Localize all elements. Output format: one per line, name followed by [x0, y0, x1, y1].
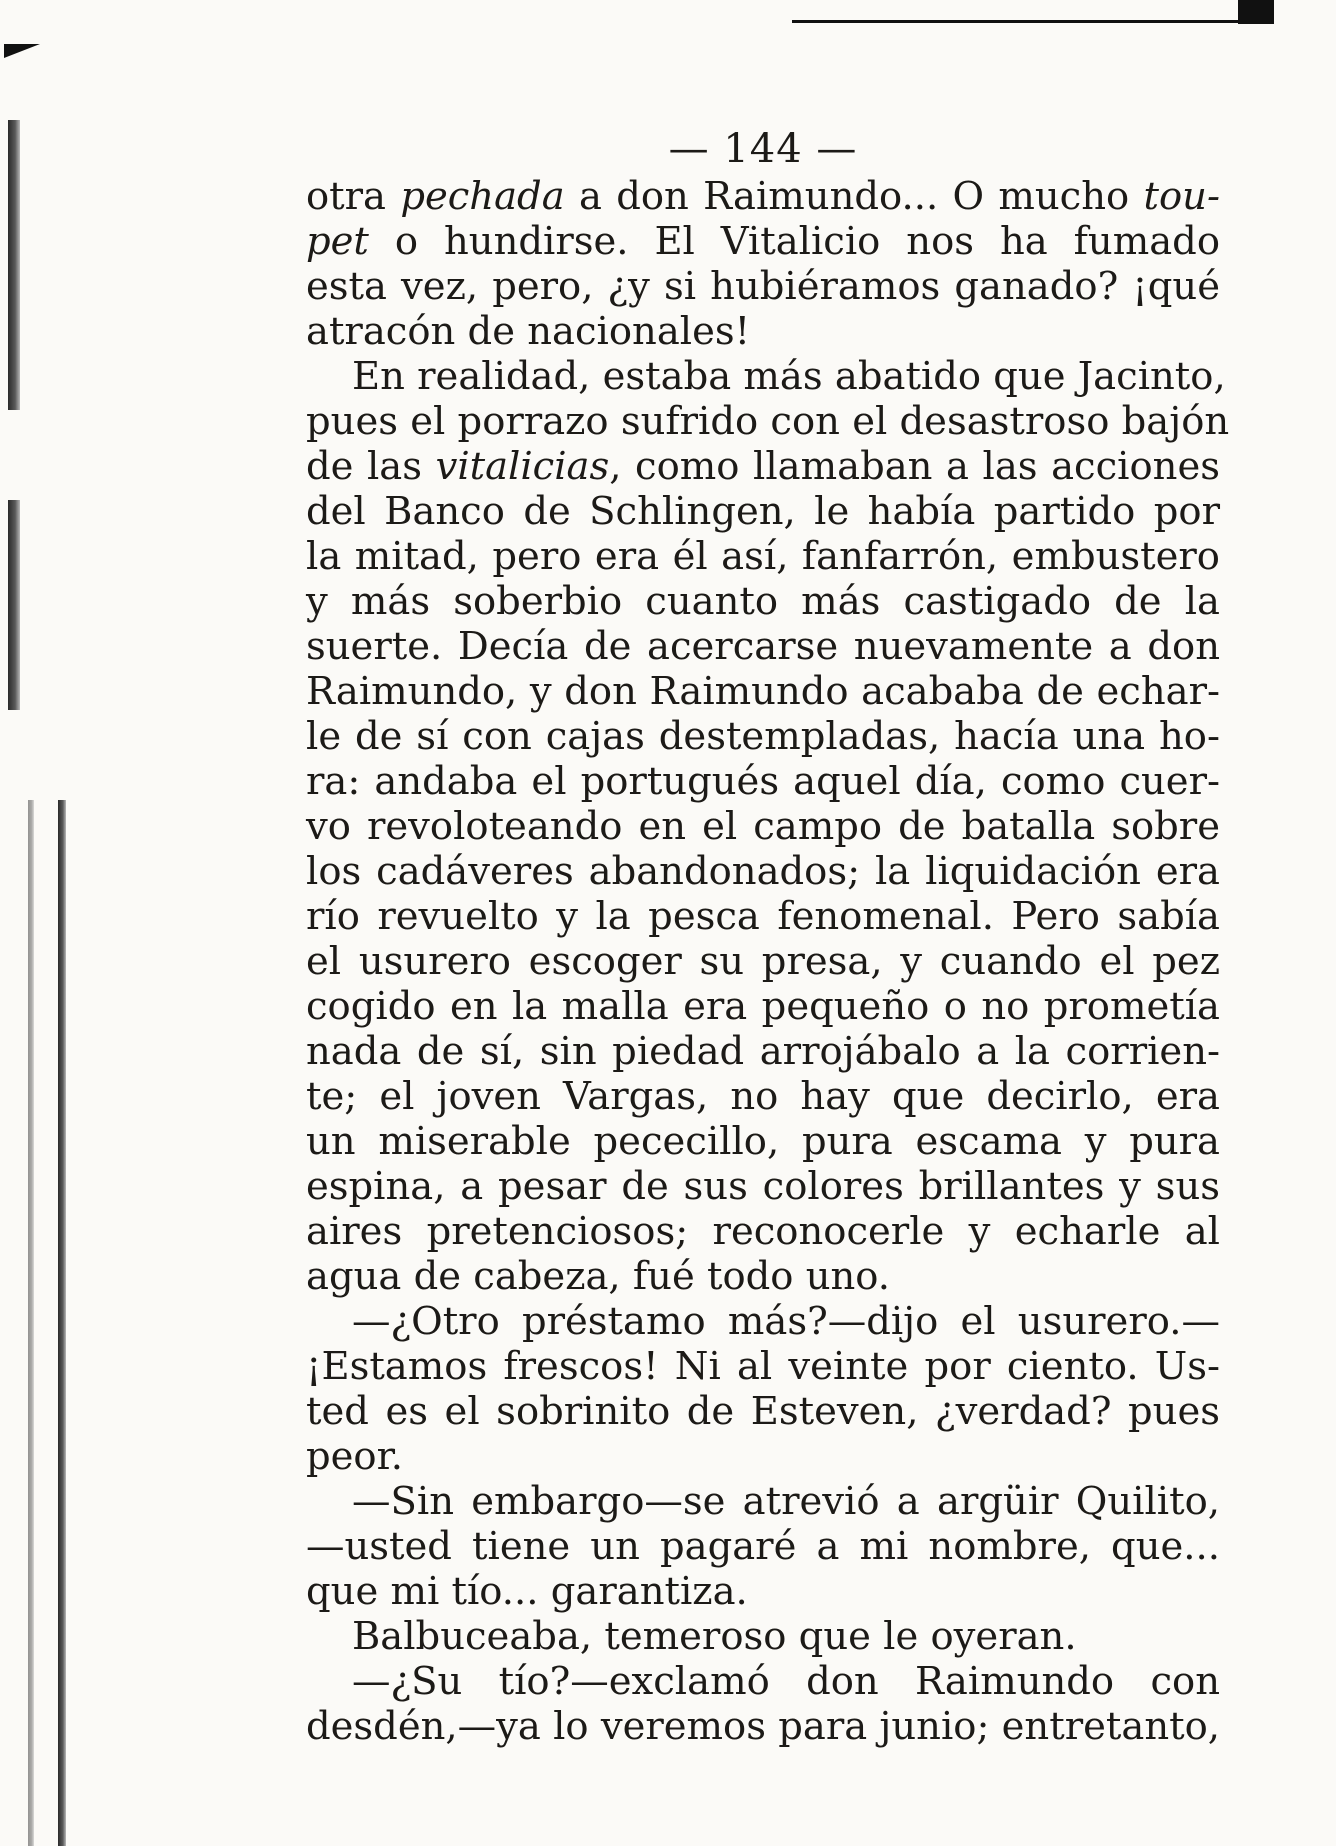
- text-line: —¿Otro préstamo más?—dijo el usurero.—: [352, 1299, 1220, 1344]
- text-run: a don Raimundo... O mucho: [564, 174, 1144, 219]
- text-line: que mi tío... garantiza.: [306, 1569, 748, 1614]
- text-line: —Sin embargo—se atrevió a argüir Quilito,: [352, 1479, 1220, 1524]
- text-line: ra: andaba el portugués aquel día, como cuer-: [306, 759, 1220, 804]
- binding-shadow: [8, 500, 20, 710]
- text-line: En realidad, estaba más abatido que Jacinto,: [352, 354, 1226, 399]
- text-run: otra: [306, 174, 401, 219]
- text-line: aires pretenciosos; reconocerle y echarle al: [306, 1209, 1220, 1254]
- text-line: esta vez, pero, ¿y si hubiéramos ganado? ¡qué: [306, 264, 1220, 309]
- text-line: un miserable pececillo, pura escama y pura: [306, 1119, 1220, 1164]
- text-line: la mitad, pero era él así, fanfarrón, embustero: [306, 534, 1220, 579]
- text-line: y más soberbio cuanto más castigado de la: [306, 579, 1220, 624]
- text-line: del Banco de Schlingen, le había partido por: [306, 489, 1220, 534]
- text-line: río revuelto y la pesca fenomenal. Pero sabía: [306, 894, 1220, 939]
- text-line: [306, 219, 1220, 264]
- text-run: , como llamaban a las acciones: [609, 444, 1220, 489]
- text-run: vitalicias: [435, 444, 610, 489]
- text-line: nada de sí, sin piedad arrojábalo a la corrien-: [306, 1029, 1220, 1074]
- text-line: desdén,—ya lo veremos para junio; entretanto,: [306, 1704, 1220, 1749]
- text-line: el usurero escoger su presa, y cuando el pez: [306, 939, 1220, 984]
- top-rule-edge: [1238, 0, 1274, 24]
- text-line: peor.: [306, 1434, 404, 1479]
- top-rule: [792, 0, 1272, 23]
- text-line: Balbuceaba, temeroso que le oyeran.: [352, 1614, 1077, 1659]
- text-line: —¿Su tío?—exclamó don Raimundo con: [352, 1659, 1220, 1704]
- page-text: [306, 174, 1230, 1749]
- binding-shadow: [8, 120, 20, 410]
- text-line: —usted tiene un pagaré a mi nombre, que...: [306, 1524, 1220, 1569]
- text-line: ¡Estamos frescos! Ni al veinte por ciento. Us-: [306, 1344, 1220, 1389]
- text-line: [306, 174, 1220, 219]
- text-line: suerte. Decía de acercarse nuevamente a don: [306, 624, 1220, 669]
- page-number: — 144 —: [668, 126, 858, 172]
- text-line: atracón de nacionales!: [306, 309, 751, 354]
- text-run: pet: [306, 219, 369, 264]
- text-run: de las: [306, 444, 436, 489]
- text-line: cogido en la malla era pequeño o no prometía: [306, 984, 1220, 1029]
- binding-shadow: [28, 800, 34, 1846]
- text-line: pues el porrazo sufrido con el desastroso bajón: [306, 399, 1230, 444]
- text-line: te; el joven Vargas, no hay que decirlo, era: [306, 1074, 1220, 1119]
- text-run: o hundirse. El Vitalicio nos ha fumado: [368, 219, 1220, 264]
- binding-shadow: [58, 800, 66, 1846]
- text-run: pechada: [400, 174, 565, 219]
- text-line: le de sí con cajas destempladas, hacía una ho-: [306, 714, 1220, 759]
- corner-mark: [4, 44, 40, 58]
- text-line: agua de cabeza, fué todo uno.: [306, 1254, 891, 1299]
- text-line: [306, 444, 1220, 489]
- text-run: tou-: [1143, 174, 1220, 219]
- book-page: [306, 126, 1230, 1749]
- text-line: los cadáveres abandonados; la liquidación era: [306, 849, 1220, 894]
- text-line: Raimundo, y don Raimundo acababa de echar-: [306, 669, 1220, 714]
- text-line: vo revoloteando en el campo de batalla sobre: [306, 804, 1220, 849]
- text-line: ted es el sobrinito de Esteven, ¿verdad? pues: [306, 1389, 1220, 1434]
- text-line: espina, a pesar de sus colores brillantes y sus: [306, 1164, 1220, 1209]
